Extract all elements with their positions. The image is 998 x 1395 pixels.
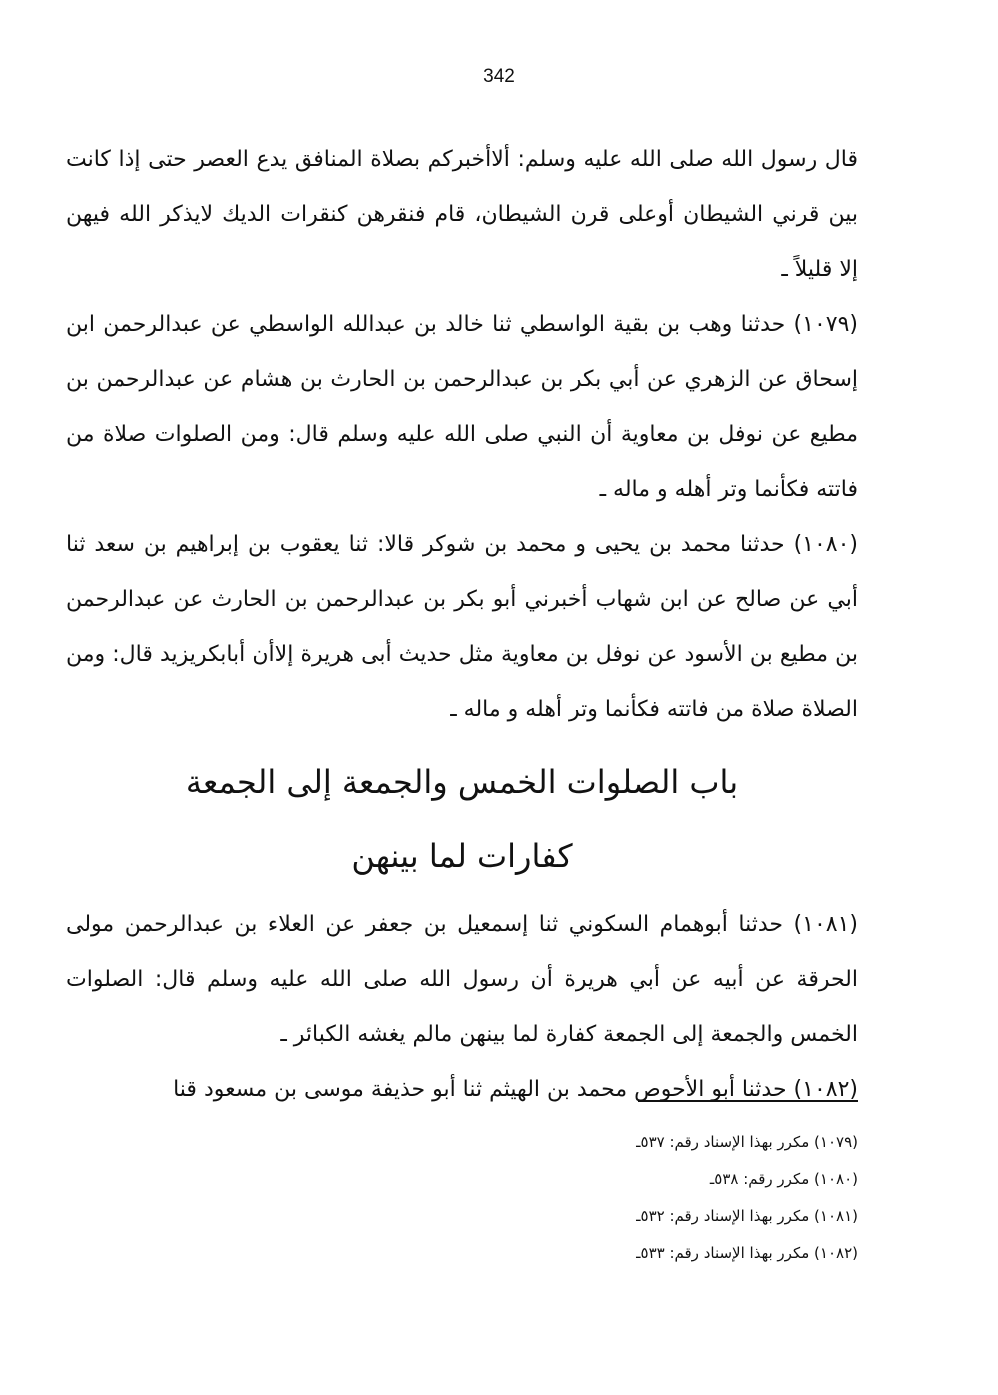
paragraph-continuation — [66, 132, 858, 297]
footnote-1080 — [480, 1161, 858, 1198]
footnote-1079 — [480, 1124, 858, 1161]
paragraph-text: قال رسول الله صلى الله عليه وسلم: ألاأخبركم بصلاة المنافق يدع العصر حتى إذا كانت بين قرني الشيطان أوعلى قرن الشيطان، قام فنقرهن كنقرات الديك لايذكر الله فيهن إلا قليلاً ـ — [66, 147, 858, 282]
chapter-heading-line-1: باب الصلوات الخمس والجمعة إلى الجمعة — [185, 763, 739, 801]
page-number: 342 — [483, 66, 515, 87]
footnote-1081 — [480, 1198, 858, 1235]
footnote-number: (١٠٧٩) — [814, 1133, 858, 1151]
hadith-text: حدثنا محمد بن يحيى و محمد بن شوكر قالا: ثنا يعقوب بن إبراهيم بن سعد ثنا أبي عن صالح عن ابن شهاب أخبرني أبو بكر بن عبدالرحمن بن الحارث عن عبدالرحمن بن مطيع بن الأسود عن نوفل بن معاوية مثل حديث أبى هريرة إلاأن أبابكريزيد قال: ومن الصلاة صلاة من فاتته فكأنما وتر أهله و ماله ـ — [66, 532, 858, 722]
hadith-1080 — [66, 517, 858, 737]
hadith-text: حدثنا أبو الأحوص محمد بن الهيثم ثنا أبو حذيفة موسى بن مسعود قنا — [173, 1077, 787, 1102]
footnote-text: مكرر بهذا الإسناد رقم: ٥٣٢ـ — [636, 1207, 810, 1225]
footnote-number: (١٠٨١) — [814, 1207, 858, 1225]
footnote-number: (١٠٨٢) — [814, 1244, 858, 1262]
footnote-text: مكرر بهذا الإسناد رقم: ٥٣٧ـ — [636, 1133, 810, 1151]
hadith-1081 — [66, 897, 858, 1062]
hadith-number: (١٠٨٠) — [793, 532, 859, 557]
footnote-text: مكرر بهذا الإسناد رقم: ٥٣٣ـ — [636, 1244, 810, 1262]
main-text — [66, 132, 858, 1117]
hadith-1079 — [66, 297, 858, 517]
hadith-1082 — [66, 1062, 858, 1117]
hadith-number: (١٠٨٢) — [793, 1077, 858, 1102]
chapter-heading-line-2: كفارات لما بينهن — [351, 837, 573, 875]
footnote-text: مكرر رقم: ٥٣٨ـ — [709, 1170, 810, 1188]
footnote-number: (١٠٨٠) — [814, 1170, 858, 1188]
hadith-text: حدثنا وهب بن بقية الواسطي ثنا خالد بن عبدالله الواسطي عن عبدالرحمن ابن إسحاق عن الزهري عن أبي بكر بن عبدالرحمن بن الحارث بن هشام عن عبدالرحمن بن مطيع عن نوفل بن معاوية أن النبي صلى الله عليه وسلم قال: ومن الصلوات صلاة من فاتته فكأنما وتر أهله و ماله ـ — [66, 312, 858, 502]
hadith-number: (١٠٨١) — [793, 912, 858, 937]
footnote-divider — [638, 1100, 858, 1102]
footnotes — [480, 1124, 858, 1272]
hadith-text: حدثنا أبوهمام السكوني ثنا إسمعيل بن جعفر عن العلاء بن عبدالرحمن مولى الحرقة عن أبيه عن أبي هريرة أن رسول الله صلى الله عليه وسلم قال: الصلوات الخمس والجمعة إلى الجمعة كفارة لما بينهن مالم يغشه الكبائر ـ — [66, 912, 858, 1047]
hadith-number: (١٠٧٩) — [793, 312, 858, 337]
footnote-1082 — [480, 1235, 858, 1272]
